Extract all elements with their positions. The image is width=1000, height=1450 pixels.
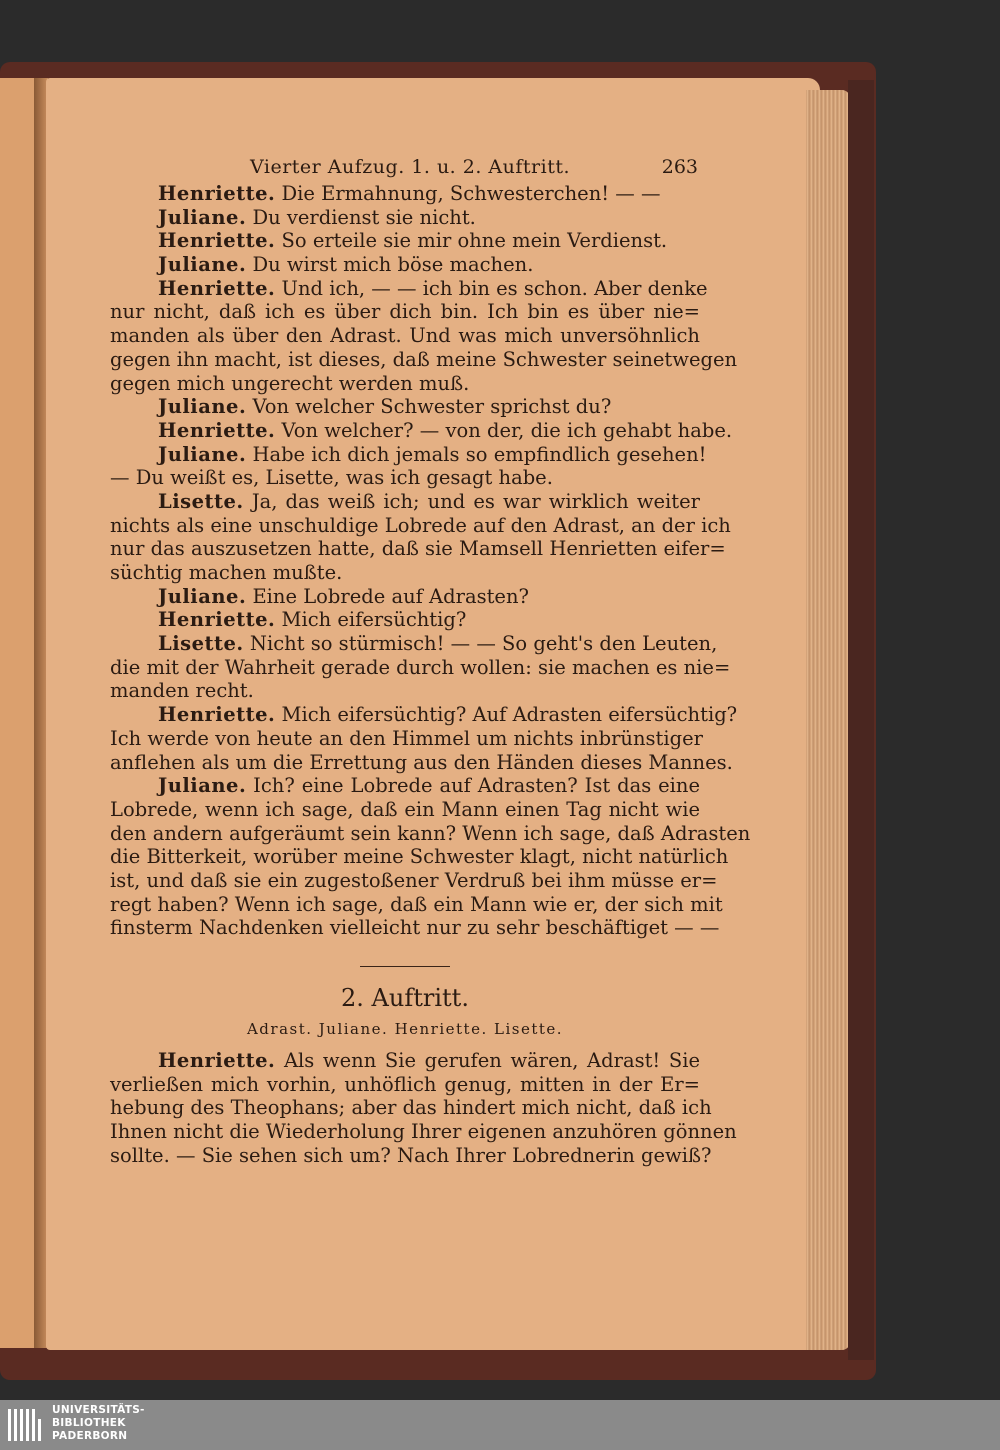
line-text: manden recht. xyxy=(110,679,254,703)
text-line xyxy=(110,537,726,561)
text-line xyxy=(110,229,700,253)
line-text: Ihnen nicht die Wiederholung Ihrer eigenen anzuhören gönnen xyxy=(110,1120,737,1144)
line-text: verließen mich vorhin, unhöflich genug, mitten in der Er= xyxy=(110,1072,700,1096)
line-text: Nicht so stürmisch! — — So geht's den Leuten, xyxy=(249,632,718,656)
line-text: Ich werde von heute an den Himmel um nichts inbrünstiger xyxy=(110,726,703,750)
line-text: sollte. — Sie sehen sich um? Nach Ihrer Lobrednerin gewiß? xyxy=(110,1143,712,1167)
text-line xyxy=(110,395,700,419)
text-line xyxy=(110,1096,712,1120)
line-text: Habe ich dich jemals so empfindlich gesehen! xyxy=(252,442,707,466)
page-header xyxy=(110,150,700,182)
page-number: 263 xyxy=(661,156,698,178)
text-line xyxy=(110,1120,737,1144)
text-line xyxy=(110,774,700,798)
library-name-line-3: PADERBORN xyxy=(52,1430,128,1442)
text-line xyxy=(110,490,700,514)
cover-edge xyxy=(848,80,874,1360)
line-text: Lobrede, wenn ich sage, daß ein Mann einen Tag nicht wie xyxy=(110,797,700,821)
line-text: gegen mich ungerecht werden muß. xyxy=(110,371,470,395)
text-line xyxy=(110,1143,712,1168)
speaker-name: Juliane. xyxy=(158,205,247,229)
line-text: Als wenn Sie gerufen wären, Adrast! Sie xyxy=(283,1049,701,1072)
line-text: Ich? eine Lobrede auf Adrasten? Ist das eine xyxy=(253,774,700,798)
dialogue-block-scene-1 xyxy=(110,182,751,940)
line-text: hebung des Theophans; aber das hindert mich nicht, daß ich xyxy=(110,1096,712,1120)
running-head: Vierter Aufzug. 1. u. 2. Auftritt. xyxy=(250,156,571,178)
speaker-name: Lisette. xyxy=(158,632,244,656)
library-name-line-1: UNIVERSITÄTS- xyxy=(52,1404,145,1416)
text-line xyxy=(110,253,700,277)
line-text: — Du weißt es, Lisette, was ich gesagt habe. xyxy=(110,466,553,490)
text-line xyxy=(110,655,731,680)
line-text: den andern aufgeräumt sein kann? Wenn ich sage, daß Adrasten xyxy=(110,821,751,845)
line-text: nur nicht, daß ich es über dich bin. Ich bin es über nie= xyxy=(110,300,700,324)
line-text: finsterm Nachdenken vielleicht nur zu sehr beschäftiget — — xyxy=(110,916,720,940)
page-edges xyxy=(806,90,850,1350)
line-text: Die Ermahnung, Schwesterchen! — — xyxy=(281,182,661,205)
text-line xyxy=(110,845,729,869)
line-text: süchtig machen mußte. xyxy=(110,561,343,584)
line-text: Und ich, — — ich bin es schon. Aber denke xyxy=(281,276,708,300)
line-text: Du verdienst sie nicht. xyxy=(252,205,476,229)
text-line xyxy=(110,1073,700,1097)
line-text: nur das auszusetzen hatte, daß sie Mamsell Henrietten eifer= xyxy=(110,537,726,561)
text-line xyxy=(110,442,707,467)
scene-separator xyxy=(360,966,450,967)
line-text: Eine Lobrede auf Adrasten? xyxy=(252,584,529,608)
text-line xyxy=(110,276,708,301)
speaker-name: Henriette. xyxy=(158,703,276,727)
text-line xyxy=(110,608,700,632)
text-line xyxy=(110,726,703,751)
scene-title: 2. Auftritt. xyxy=(341,984,469,1012)
text-line xyxy=(110,821,751,846)
speaker-name: Henriette. xyxy=(158,182,276,205)
text-line xyxy=(110,1049,700,1073)
line-text: Ja, das weiß ich; und es war wirklich weiter xyxy=(251,489,700,513)
speaker-name: Juliane. xyxy=(158,774,247,798)
line-text: regt haben? Wenn ich sage, daß ein Mann wie er, der sich mit xyxy=(110,892,723,916)
left-page-edge xyxy=(0,78,34,1348)
text-line xyxy=(110,750,733,775)
line-text: manden als über den Adrast. Und was mich unversöhnlich xyxy=(110,324,700,348)
speaker-name: Henriette. xyxy=(158,229,276,253)
speaker-name: Henriette. xyxy=(158,418,276,442)
text-line xyxy=(110,206,700,230)
line-text: anflehen als um die Errettung aus den Händen dieses Mannes. xyxy=(110,750,733,774)
line-text: ist, und daß sie ein zugestoßener Verdruß bei ihm müsse er= xyxy=(110,868,718,892)
library-name-line-2: BIBLIOTHEK xyxy=(52,1417,126,1429)
cast-list: Adrast. Juliane. Henriette. Lisette. xyxy=(246,1020,564,1038)
text-line xyxy=(110,300,700,324)
text-line xyxy=(110,703,738,727)
speaker-name: Juliane. xyxy=(158,253,247,277)
line-text: Mich eifersüchtig? xyxy=(281,608,467,632)
speaker-name: Henriette. xyxy=(158,608,276,632)
text-line xyxy=(110,418,733,443)
line-text: die mit der Wahrheit gerade durch wollen: sie machen es nie= xyxy=(110,655,731,679)
text-line xyxy=(110,347,738,372)
speaker-name: Juliane. xyxy=(158,395,247,419)
text-line xyxy=(110,561,700,585)
text-line xyxy=(110,513,731,538)
line-text: Du wirst mich böse machen. xyxy=(252,253,534,277)
page-content xyxy=(110,150,751,1167)
speaker-name: Henriette. xyxy=(158,276,276,300)
text-line xyxy=(110,632,718,656)
library-name xyxy=(52,1404,145,1443)
speaker-name: Juliane. xyxy=(158,584,247,608)
line-text: Von welcher? — von der, die ich gehabt habe. xyxy=(281,418,733,442)
text-line xyxy=(110,916,720,940)
speaker-name: Juliane. xyxy=(158,442,247,466)
text-line xyxy=(110,466,700,490)
text-line xyxy=(110,679,700,703)
text-line xyxy=(110,868,718,893)
line-text: So erteile sie mir ohne mein Verdienst. xyxy=(281,229,668,253)
text-line xyxy=(110,892,723,917)
library-logo-icon xyxy=(6,1405,46,1445)
line-text: gegen ihn macht, ist dieses, daß meine Schwester seinetwegen xyxy=(110,347,738,371)
speaker-name: Lisette. xyxy=(158,489,244,513)
line-text: nichts als eine unschuldige Lobrede auf den Adrast, an der ich xyxy=(110,513,731,537)
text-line xyxy=(110,324,700,348)
text-line xyxy=(110,798,700,822)
text-line xyxy=(110,372,700,396)
library-footer xyxy=(0,1400,1000,1450)
text-line xyxy=(110,585,700,609)
speaker-name: Henriette. xyxy=(158,1049,276,1072)
dialogue-block-scene-2 xyxy=(110,1049,737,1167)
text-line xyxy=(110,182,700,206)
line-text: Mich eifersüchtig? Auf Adrasten eifersüchtig? xyxy=(281,703,738,727)
line-text: die Bitterkeit, worüber meine Schwester klagt, nicht natürlich xyxy=(110,845,729,869)
line-text: Von welcher Schwester sprichst du? xyxy=(252,395,612,419)
